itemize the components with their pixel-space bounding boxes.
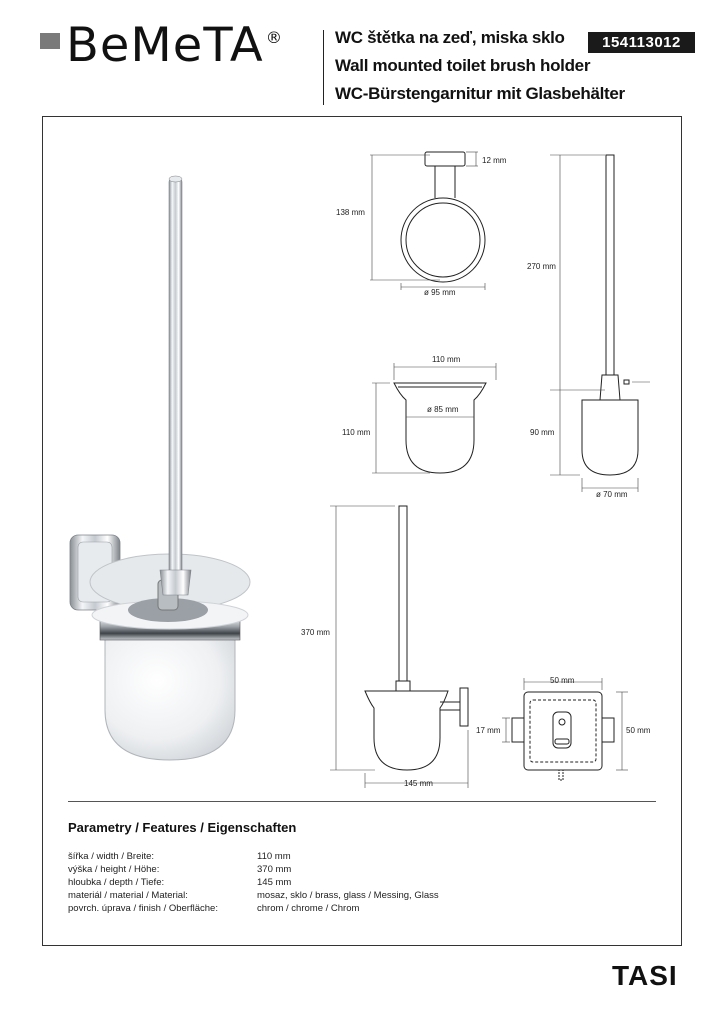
dim-plate-depth: 17 mm — [476, 726, 501, 735]
drawing-brush — [550, 150, 660, 500]
specs-divider — [68, 801, 656, 802]
dim-plate-height: 50 mm — [626, 726, 651, 735]
dim-brush-head-height: 90 mm — [530, 428, 555, 437]
dim-plate-width: 50 mm — [550, 676, 575, 685]
drawing-bowl — [370, 355, 510, 495]
dim-ring-diameter: ø 95 mm — [424, 288, 456, 297]
spec-value-width: 110 mm — [257, 851, 291, 862]
product-photo — [60, 170, 280, 760]
spec-label-width: šířka / width / Breite: — [68, 851, 155, 862]
logo-mark — [40, 33, 60, 49]
header-divider — [323, 30, 324, 105]
dim-total-depth: 145 mm — [404, 779, 433, 788]
spec-label-height: výška / height / Höhe: — [68, 864, 160, 875]
registered-mark: ® — [265, 28, 284, 47]
title-en: Wall mounted toilet brush holder — [335, 56, 591, 75]
spec-value-material: mosaz, sklo / brass, glass / Messing, Glass — [257, 890, 439, 901]
title-cz: WC štětka na zeď, miska sklo — [335, 28, 565, 47]
spec-value-finish: chrom / chrome / Chrom — [257, 903, 360, 914]
title-de: WC-Bürstengarnitur mit Glasbehälter — [335, 84, 625, 103]
spec-value-height: 370 mm — [257, 864, 292, 875]
dim-brush-head-diameter: ø 70 mm — [596, 490, 628, 499]
spec-label-finish: povrch. úprava / finish / Oberfläche: — [68, 903, 218, 914]
dim-total-height: 370 mm — [301, 628, 330, 637]
dim-bowl-inner: ø 85 mm — [427, 405, 459, 414]
dim-brush-length: 270 mm — [527, 262, 556, 271]
brand-logo — [66, 18, 284, 73]
dim-flange-depth: 12 mm — [482, 156, 507, 165]
dim-ring-height: 138 mm — [336, 208, 365, 217]
drawing-wall-plate — [500, 672, 630, 787]
product-code-badge: 154113012 — [588, 32, 695, 53]
spec-value-depth: 145 mm — [257, 877, 292, 888]
drawing-assembly — [330, 498, 480, 793]
drawing-ring-holder — [360, 150, 510, 300]
brand-name: BeMeTA — [66, 18, 264, 73]
specs-title: Parametry / Features / Eigenschaften — [68, 820, 297, 835]
spec-label-material: materiál / material / Material: — [68, 890, 188, 901]
dim-bowl-width: 110 mm — [432, 355, 461, 364]
dim-bowl-height: 110 mm — [342, 428, 371, 437]
spec-label-depth: hloubka / depth / Tiefe: — [68, 877, 165, 888]
series-name: TASI — [612, 960, 678, 991]
